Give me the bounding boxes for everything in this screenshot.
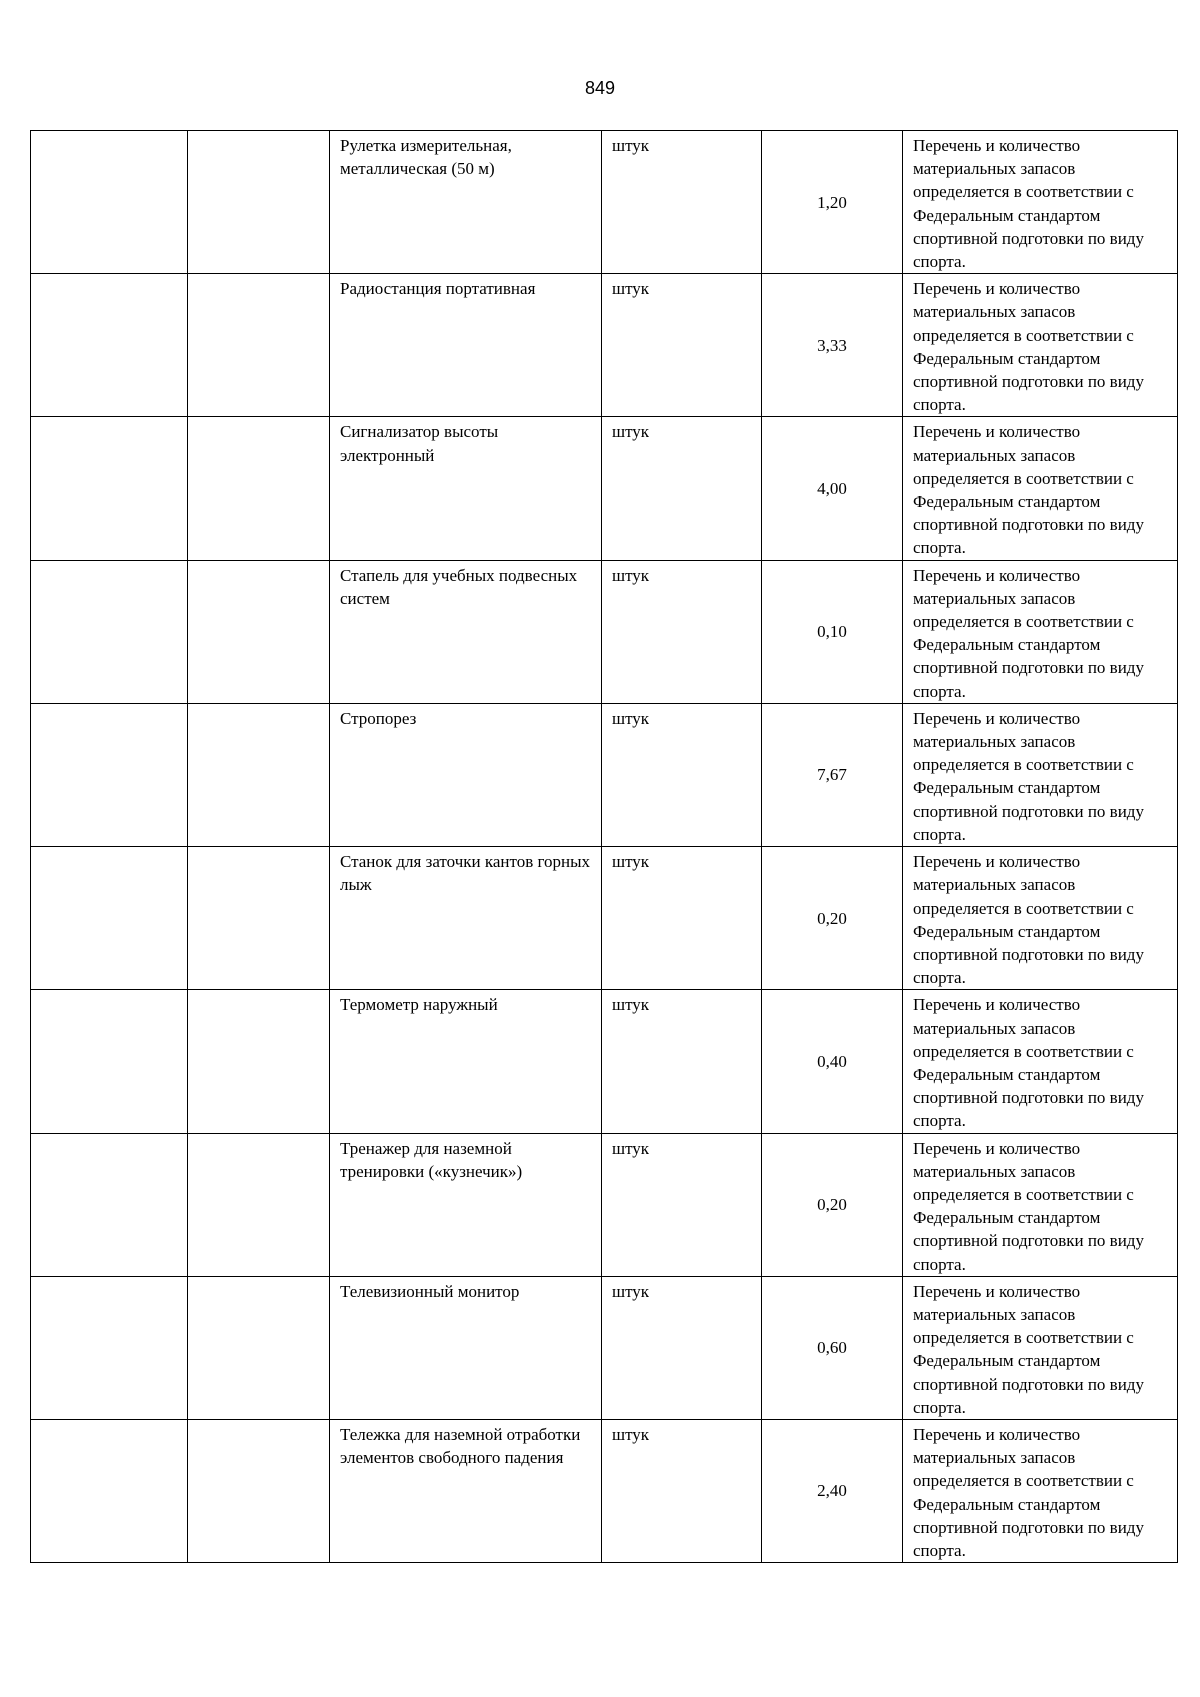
blank-cell bbox=[31, 990, 188, 1133]
table-row bbox=[31, 131, 1178, 274]
table-row bbox=[31, 1276, 1178, 1419]
note-cell: Перечень и количество материальных запасов определяется в соответствии с Федеральным стандартом спортивной подготовки по виду спорта. bbox=[903, 990, 1178, 1133]
unit-cell: штук bbox=[602, 990, 762, 1133]
item-name-cell: Термометр наружный bbox=[330, 990, 602, 1133]
blank-cell bbox=[188, 1419, 330, 1562]
unit-cell: штук bbox=[602, 274, 762, 417]
quantity-cell: 0,60 bbox=[762, 1276, 903, 1419]
note-cell: Перечень и количество материальных запасов определяется в соответствии с Федеральным стандартом спортивной подготовки по виду спорта. bbox=[903, 274, 1178, 417]
blank-cell bbox=[188, 417, 330, 560]
quantity-cell: 4,00 bbox=[762, 417, 903, 560]
note-cell: Перечень и количество материальных запасов определяется в соответствии с Федеральным стандартом спортивной подготовки по виду спорта. bbox=[903, 131, 1178, 274]
blank-cell bbox=[31, 1133, 188, 1276]
blank-cell bbox=[31, 274, 188, 417]
table-row bbox=[31, 560, 1178, 703]
blank-cell bbox=[188, 847, 330, 990]
blank-cell bbox=[188, 131, 330, 274]
table-row bbox=[31, 417, 1178, 560]
quantity-cell: 0,20 bbox=[762, 1133, 903, 1276]
blank-cell bbox=[188, 990, 330, 1133]
blank-cell bbox=[31, 1419, 188, 1562]
unit-cell: штук bbox=[602, 417, 762, 560]
note-cell: Перечень и количество материальных запасов определяется в соответствии с Федеральным стандартом спортивной подготовки по виду спорта. bbox=[903, 1133, 1178, 1276]
note-cell: Перечень и количество материальных запасов определяется в соответствии с Федеральным стандартом спортивной подготовки по виду спорта. bbox=[903, 417, 1178, 560]
quantity-cell: 2,40 bbox=[762, 1419, 903, 1562]
item-name-cell: Стапель для учебных подвесных систем bbox=[330, 560, 602, 703]
item-name-cell: Рулетка измерительная, металлическая (50 м) bbox=[330, 131, 602, 274]
table-row bbox=[31, 274, 1178, 417]
table-row bbox=[31, 703, 1178, 846]
item-name-cell: Тренажер для наземной тренировки («кузнечик») bbox=[330, 1133, 602, 1276]
blank-cell bbox=[188, 274, 330, 417]
item-name-cell: Радиостанция портативная bbox=[330, 274, 602, 417]
item-name-cell: Тележка для наземной отработки элементов свободного падения bbox=[330, 1419, 602, 1562]
unit-cell: штук bbox=[602, 703, 762, 846]
note-cell: Перечень и количество материальных запасов определяется в соответствии с Федеральным стандартом спортивной подготовки по виду спорта. bbox=[903, 560, 1178, 703]
page-number: 849 bbox=[584, 78, 616, 98]
item-name-cell: Сигнализатор высоты электронный bbox=[330, 417, 602, 560]
quantity-cell: 0,40 bbox=[762, 990, 903, 1133]
blank-cell bbox=[31, 703, 188, 846]
blank-cell bbox=[31, 560, 188, 703]
quantity-cell: 7,67 bbox=[762, 703, 903, 846]
item-name-cell: Станок для заточки кантов горных лыж bbox=[330, 847, 602, 990]
unit-cell: штук bbox=[602, 847, 762, 990]
item-name-cell: Телевизионный монитор bbox=[330, 1276, 602, 1419]
materials-table bbox=[30, 130, 1178, 1563]
unit-cell: штук bbox=[602, 131, 762, 274]
unit-cell: штук bbox=[602, 560, 762, 703]
blank-cell bbox=[188, 1133, 330, 1276]
unit-cell: штук bbox=[602, 1133, 762, 1276]
blank-cell bbox=[188, 1276, 330, 1419]
blank-cell bbox=[31, 417, 188, 560]
unit-cell: штук bbox=[602, 1419, 762, 1562]
note-cell: Перечень и количество материальных запасов определяется в соответствии с Федеральным стандартом спортивной подготовки по виду спорта. bbox=[903, 703, 1178, 846]
table-row bbox=[31, 1419, 1178, 1562]
note-cell: Перечень и количество материальных запасов определяется в соответствии с Федеральным стандартом спортивной подготовки по виду спорта. bbox=[903, 1276, 1178, 1419]
note-cell: Перечень и количество материальных запасов определяется в соответствии с Федеральным стандартом спортивной подготовки по виду спорта. bbox=[903, 1419, 1178, 1562]
quantity-cell: 1,20 bbox=[762, 131, 903, 274]
table-row bbox=[31, 1133, 1178, 1276]
quantity-cell: 3,33 bbox=[762, 274, 903, 417]
note-cell: Перечень и количество материальных запасов определяется в соответствии с Федеральным стандартом спортивной подготовки по виду спорта. bbox=[903, 847, 1178, 990]
blank-cell bbox=[31, 131, 188, 274]
blank-cell bbox=[188, 560, 330, 703]
item-name-cell: Стропорез bbox=[330, 703, 602, 846]
quantity-cell: 0,20 bbox=[762, 847, 903, 990]
blank-cell bbox=[31, 1276, 188, 1419]
table-row bbox=[31, 847, 1178, 990]
blank-cell bbox=[31, 847, 188, 990]
table-row bbox=[31, 990, 1178, 1133]
quantity-cell: 0,10 bbox=[762, 560, 903, 703]
unit-cell: штук bbox=[602, 1276, 762, 1419]
blank-cell bbox=[188, 703, 330, 846]
